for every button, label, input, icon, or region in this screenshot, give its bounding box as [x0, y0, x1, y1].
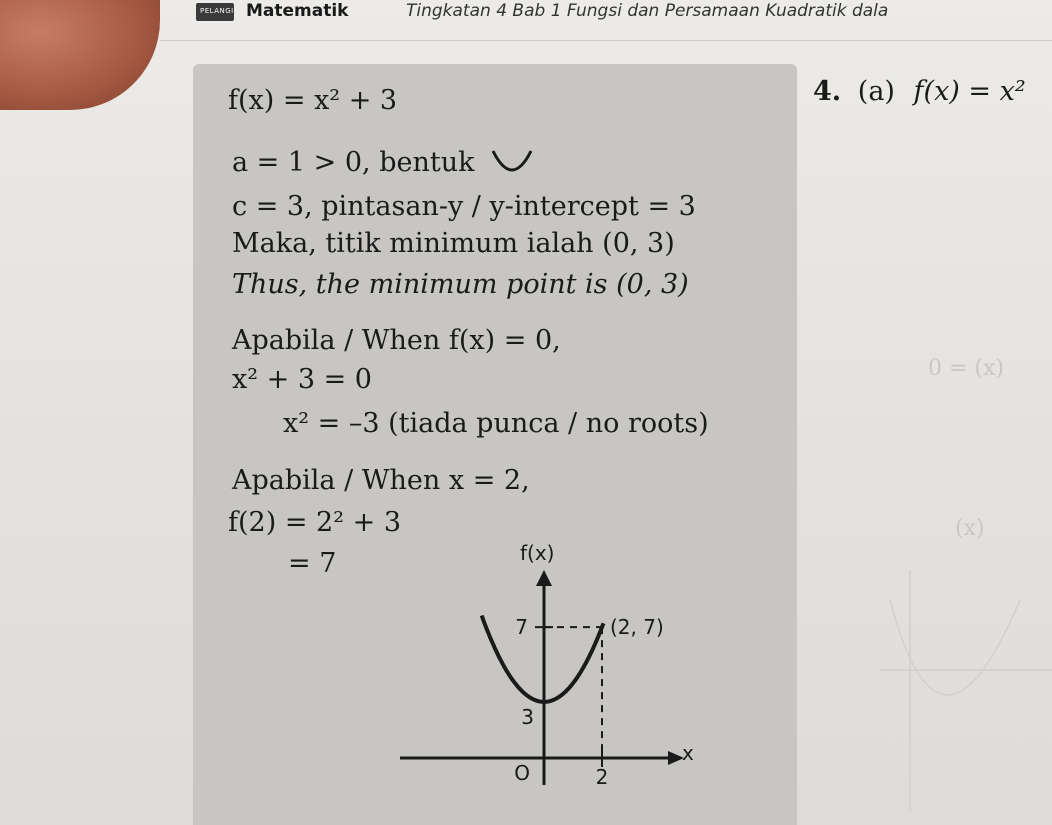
y-tick-label: 7 [515, 615, 528, 640]
coefficient-a-line [232, 145, 535, 179]
bleed-through-mark: 0 = (x) [928, 356, 1004, 381]
no-roots-line: x² = –3 (tiada punca / no roots) [283, 408, 709, 439]
y-axis-label: f(x) [520, 541, 555, 565]
book-title: Matematik [246, 1, 349, 21]
question-expression: f(x) = x² [913, 76, 1026, 107]
u-shape-icon [489, 145, 535, 179]
publisher-logo [196, 3, 234, 21]
header-divider [160, 40, 1052, 41]
question-4a [813, 76, 1026, 107]
x-axis-label: x [682, 741, 694, 765]
when-fx-zero: Apabila / When f(x) = 0, [232, 325, 561, 356]
chapter-subtitle: Tingkatan 4 Bab 1 Fungsi dan Persamaan Kuadratik dala [406, 1, 889, 21]
substitution-line: f(2) = 2² + 3 [228, 507, 401, 538]
bleed-through-graph [880, 560, 1052, 810]
equation-setup: x² + 3 = 0 [232, 364, 372, 395]
intercept-line: c = 3, pintasan-y / y-intercept = 3 [232, 191, 696, 222]
when-x-two: Apabila / When x = 2, [232, 465, 530, 496]
minimum-point-english: Thus, the minimum point is (0, 3) [232, 269, 689, 300]
question-number: 4. [813, 76, 842, 107]
coefficient-a-text: a = 1 > 0, bentuk [232, 147, 475, 178]
y-axis-arrow [536, 570, 552, 586]
parabola-graph [392, 530, 712, 800]
page-header [0, 0, 1052, 26]
result-line: = 7 [288, 548, 337, 579]
publisher-logo-text: PELANGI [200, 7, 234, 15]
origin-label: O [514, 761, 530, 785]
point-annotation: (2, 7) [610, 615, 664, 640]
function-definition: f(x) = x² + 3 [228, 85, 398, 116]
question-part: (a) [857, 76, 895, 107]
y-tick-label: 3 [521, 704, 534, 729]
bleed-through-mark: (x) [955, 516, 985, 541]
x-tick-label: 2 [595, 765, 609, 789]
minimum-point-malay: Maka, titik minimum ialah (0, 3) [232, 228, 675, 259]
